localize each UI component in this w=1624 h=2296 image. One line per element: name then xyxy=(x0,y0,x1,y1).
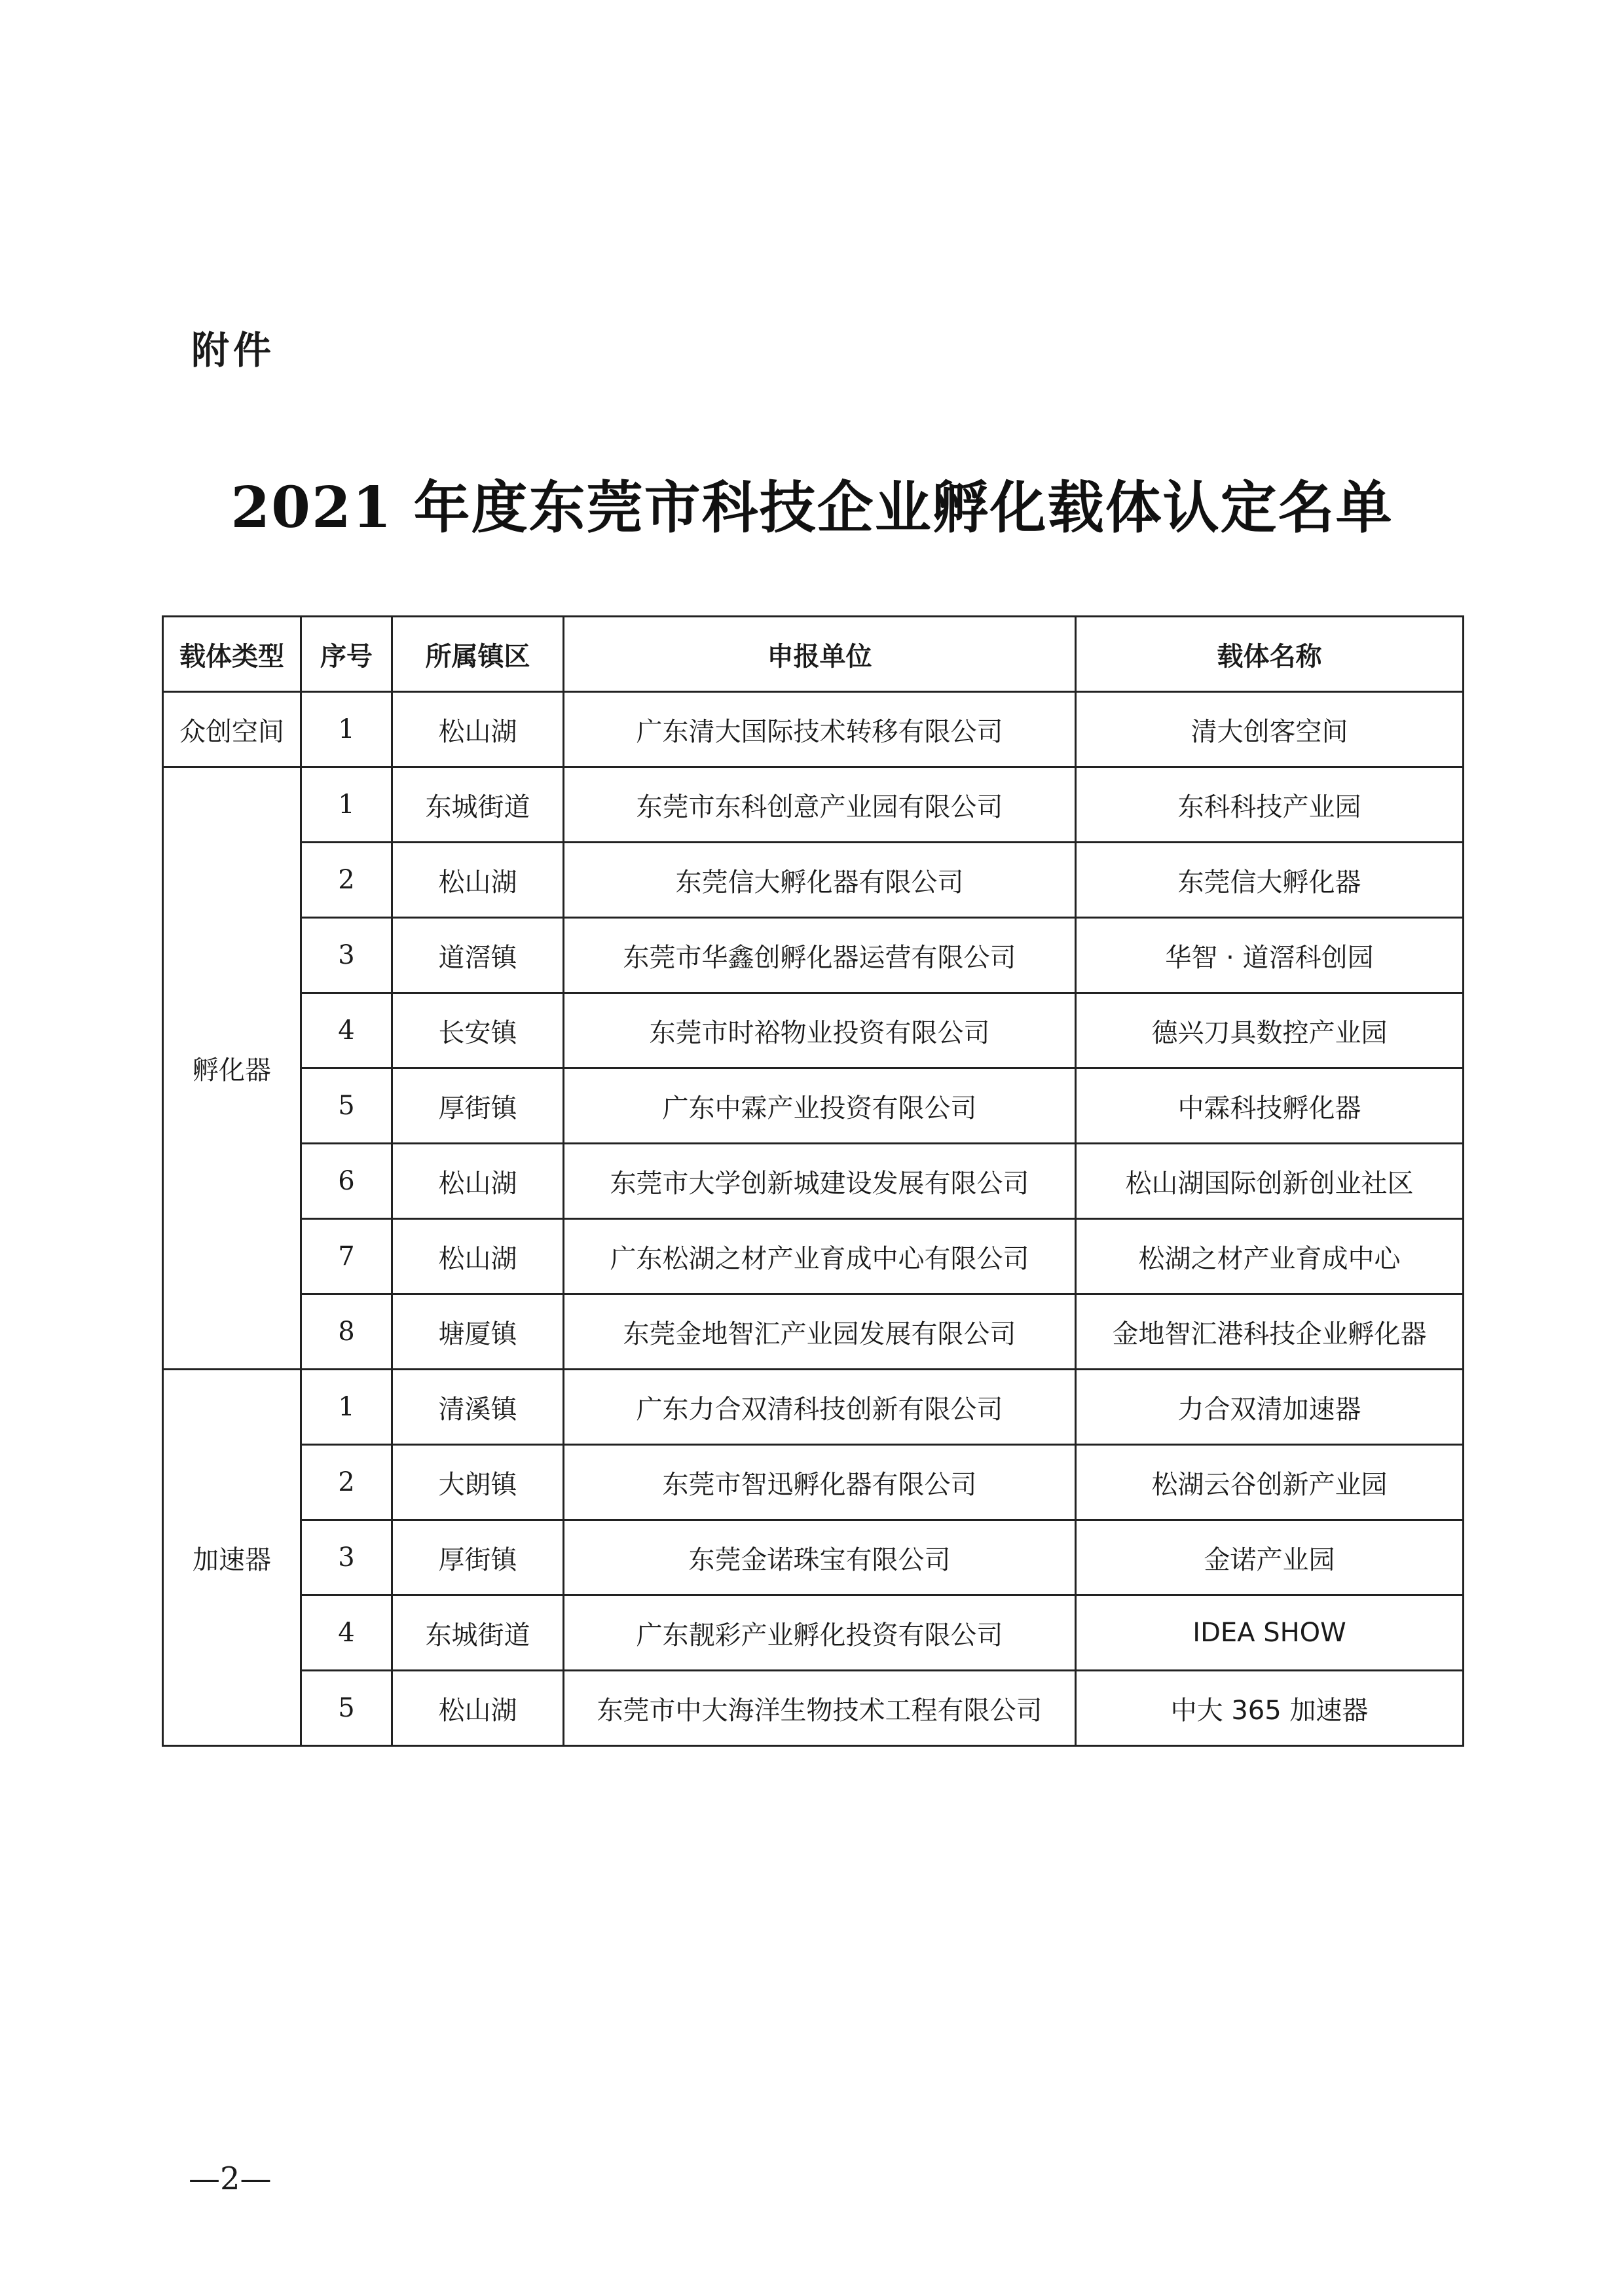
incubator-roster-table xyxy=(162,615,1464,1747)
serial-cell: 4 xyxy=(301,1595,392,1671)
town-cell: 松山湖 xyxy=(392,1219,564,1294)
town-cell: 道滘镇 xyxy=(392,918,564,993)
unit-cell: 东莞市中大海洋生物技术工程有限公司 xyxy=(564,1671,1076,1746)
group-type-cell: 加速器 xyxy=(163,1370,301,1746)
unit-cell: 广东清大国际技术转移有限公司 xyxy=(564,692,1076,767)
town-cell: 大朗镇 xyxy=(392,1445,564,1520)
town-cell: 松山湖 xyxy=(392,1144,564,1219)
carrier-name-cell: 金地智汇港科技企业孵化器 xyxy=(1076,1294,1464,1370)
table-row xyxy=(163,1370,1464,1445)
table-row xyxy=(163,993,1464,1068)
table-row xyxy=(163,918,1464,993)
carrier-name-cell: 华智 · 道滘科创园 xyxy=(1076,918,1464,993)
serial-cell: 5 xyxy=(301,1671,392,1746)
carrier-name-cell: 德兴刀具数控产业园 xyxy=(1076,993,1464,1068)
unit-cell: 东莞市华鑫创孵化器运营有限公司 xyxy=(564,918,1076,993)
unit-cell: 东莞金诺珠宝有限公司 xyxy=(564,1520,1076,1595)
town-cell: 清溪镇 xyxy=(392,1370,564,1445)
unit-cell: 东莞金地智汇产业园发展有限公司 xyxy=(564,1294,1076,1370)
serial-cell: 1 xyxy=(301,692,392,767)
serial-cell: 2 xyxy=(301,1445,392,1520)
serial-cell: 2 xyxy=(301,843,392,918)
unit-cell: 广东力合双清科技创新有限公司 xyxy=(564,1370,1076,1445)
unit-cell: 东莞市东科创意产业园有限公司 xyxy=(564,767,1076,843)
serial-cell: 6 xyxy=(301,1144,392,1219)
unit-cell: 广东松湖之材产业育成中心有限公司 xyxy=(564,1219,1076,1294)
group-type-cell: 众创空间 xyxy=(163,692,301,767)
table-row xyxy=(163,843,1464,918)
table-row xyxy=(163,1294,1464,1370)
unit-cell: 东莞市时裕物业投资有限公司 xyxy=(564,993,1076,1068)
town-cell: 塘厦镇 xyxy=(392,1294,564,1370)
group-type-cell: 孵化器 xyxy=(163,767,301,1370)
table-row xyxy=(163,1144,1464,1219)
serial-cell: 8 xyxy=(301,1294,392,1370)
table-header-row xyxy=(163,617,1464,692)
carrier-name-cell: 松湖之材产业育成中心 xyxy=(1076,1219,1464,1294)
carrier-name-cell: IDEA SHOW xyxy=(1076,1595,1464,1671)
town-cell: 厚街镇 xyxy=(392,1520,564,1595)
serial-cell: 4 xyxy=(301,993,392,1068)
town-cell: 松山湖 xyxy=(392,692,564,767)
serial-cell: 1 xyxy=(301,1370,392,1445)
table-row xyxy=(163,1068,1464,1144)
serial-cell: 1 xyxy=(301,767,392,843)
document-title: 2021 年度东莞市科技企业孵化载体认定名单 xyxy=(231,475,1393,541)
page-number: —2— xyxy=(189,2160,272,2197)
carrier-name-cell: 力合双清加速器 xyxy=(1076,1370,1464,1445)
header-applicant-unit: 申报单位 xyxy=(564,617,1076,692)
unit-cell: 广东靓彩产业孵化投资有限公司 xyxy=(564,1595,1076,1671)
table-row xyxy=(163,1445,1464,1520)
serial-cell: 3 xyxy=(301,918,392,993)
town-cell: 长安镇 xyxy=(392,993,564,1068)
town-cell: 东城街道 xyxy=(392,767,564,843)
carrier-name-cell: 中大 365 加速器 xyxy=(1076,1671,1464,1746)
town-cell: 厚街镇 xyxy=(392,1068,564,1144)
table-row xyxy=(163,1671,1464,1746)
carrier-name-cell: 金诺产业园 xyxy=(1076,1520,1464,1595)
carrier-name-cell: 东科科技产业园 xyxy=(1076,767,1464,843)
table-row xyxy=(163,1595,1464,1671)
table-row xyxy=(163,692,1464,767)
carrier-name-cell: 松山湖国际创新创业社区 xyxy=(1076,1144,1464,1219)
serial-cell: 7 xyxy=(301,1219,392,1294)
town-cell: 东城街道 xyxy=(392,1595,564,1671)
carrier-name-cell: 清大创客空间 xyxy=(1076,692,1464,767)
unit-cell: 东莞市智迅孵化器有限公司 xyxy=(564,1445,1076,1520)
header-carrier-name: 载体名称 xyxy=(1076,617,1464,692)
attachment-label: 附件 xyxy=(191,328,276,373)
carrier-name-cell: 松湖云谷创新产业园 xyxy=(1076,1445,1464,1520)
serial-cell: 5 xyxy=(301,1068,392,1144)
town-cell: 松山湖 xyxy=(392,1671,564,1746)
town-cell: 松山湖 xyxy=(392,843,564,918)
table-row xyxy=(163,1520,1464,1595)
carrier-name-cell: 中霖科技孵化器 xyxy=(1076,1068,1464,1144)
unit-cell: 东莞信大孵化器有限公司 xyxy=(564,843,1076,918)
header-town-district: 所属镇区 xyxy=(392,617,564,692)
carrier-name-cell: 东莞信大孵化器 xyxy=(1076,843,1464,918)
unit-cell: 广东中霖产业投资有限公司 xyxy=(564,1068,1076,1144)
table-row xyxy=(163,767,1464,843)
header-carrier-type: 载体类型 xyxy=(163,617,301,692)
serial-cell: 3 xyxy=(301,1520,392,1595)
table-row xyxy=(163,1219,1464,1294)
unit-cell: 东莞市大学创新城建设发展有限公司 xyxy=(564,1144,1076,1219)
header-serial-number: 序号 xyxy=(301,617,392,692)
